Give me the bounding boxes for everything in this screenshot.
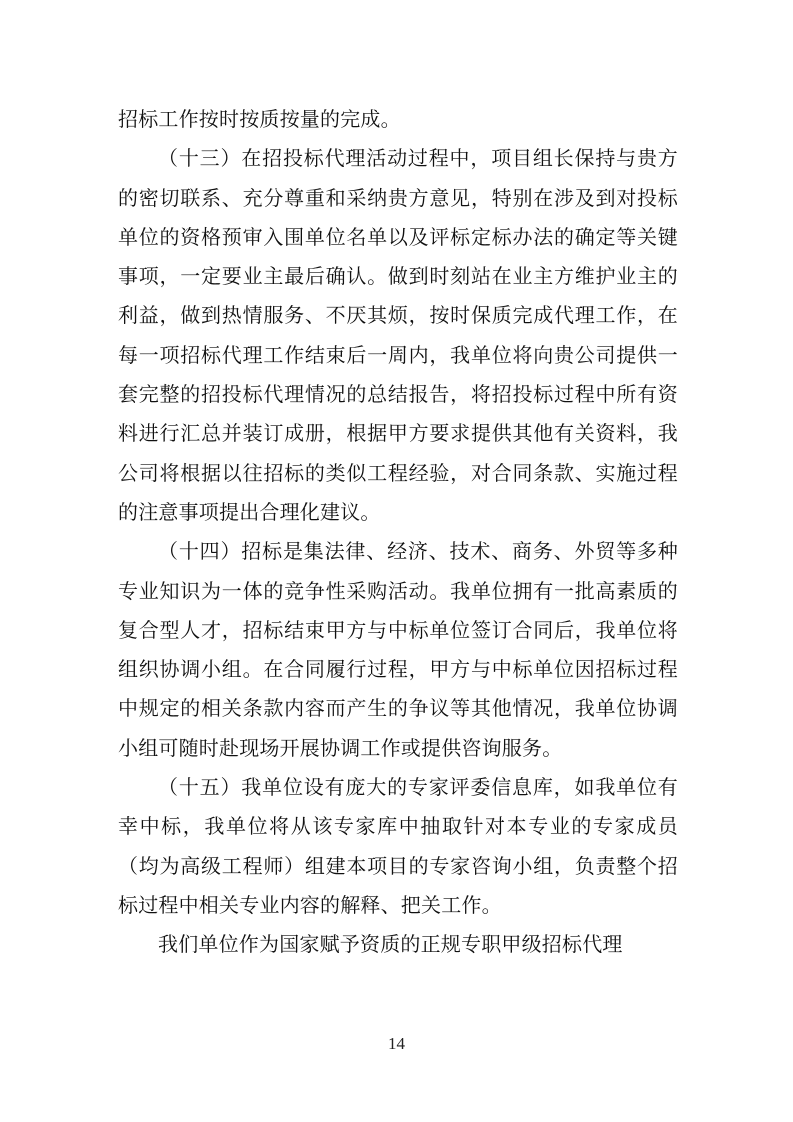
page-number: 14 [388,1034,405,1053]
document-body [118,100,678,965]
paragraph-item-15: （十五）我单位设有庞大的专家评委信息库，如我单位有幸中标，我单位将从该专家库中抽取针对本专业的专家成员（均为高级工程师）组建本项目的专家咨询小组，负责整个招标过程中相关专业内容的解释、把关工作。 [118,775,678,917]
paragraph-closing: 我们单位作为国家赋予资质的正规专职甲级招标代理 [158,932,623,957]
paragraph-item-14: （十四）招标是集法律、经济、技术、商务、外贸等多种专业知识为一体的竞争性采购活动。我单位拥有一批高素质的复合型人才，招标结束甲方与中标单位签订合同后，我单位将组织协调小组。在合同履行过程，甲方与中标单位因招标过程中规定的相关条款内容而产生的争议等其他情况，我单位协调小组可随时赴现场开展协调工作或提供咨询服务。 [118,539,678,760]
paragraph-item-13: （十三）在招投标代理活动过程中，项目组长保持与贵方的密切联系、充分尊重和采纳贵方意见，特别在涉及到对投标单位的资格预审入围单位名单以及评标定标办法的确定等关键事项，一定要业主最后确认。做到时刻站在业主方维护业主的利益，做到热情服务、不厌其烦，按时保质完成代理工作，在每一项招标代理工作结束后一周内，我单位将向贵公司提供一套完整的招投标代理情况的总结报告，将招投标过程中所有资料进行汇总并装订成册，根据甲方要求提供其他有关资料，我公司将根据以往招标的类似工程经验，对合同条款、实施过程的注意事项提出合理化建议。 [118,146,678,524]
paragraph-continuation: 招标工作按时按质按量的完成。 [118,107,401,131]
